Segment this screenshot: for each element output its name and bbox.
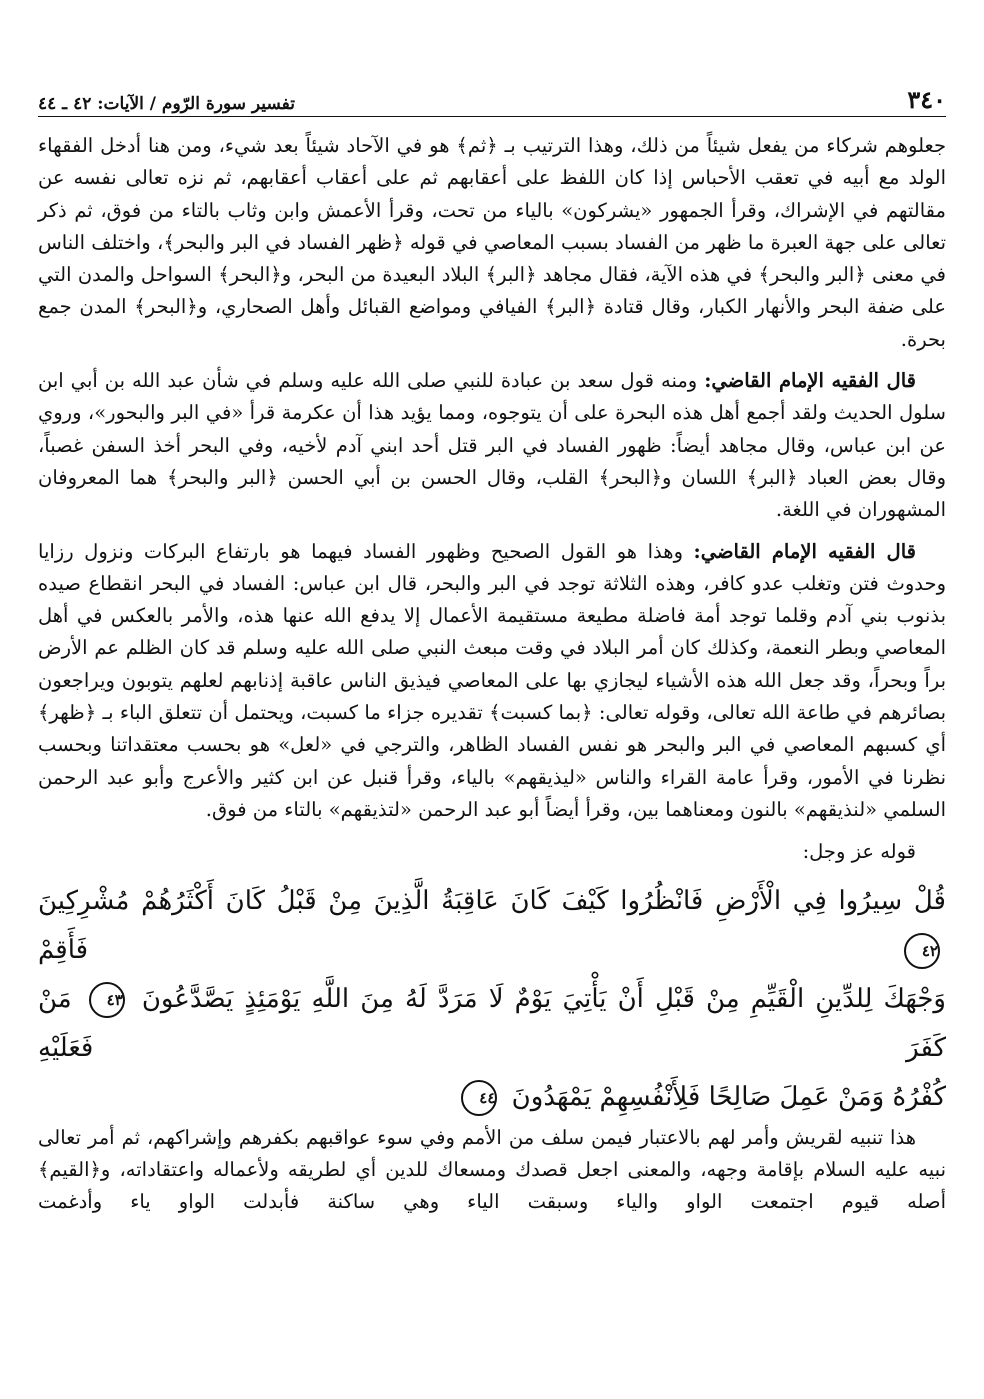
paragraph-1: جعلوهم شركاء من يفعل شيئاً من ذلك، وهذا الترتيب بـ ﴿ثم﴾ هو في الآحاد شيئاً بعد شيء، ومن هنا أدخل الفقهاء الولد مع أبيه في تعقب الأحباس إذا كان اللفظ على أعقابهم ثم على أعقاب أعقابهم، ثم نزه تعالى نفسه عن مقالتهم في الإشراك، وقرأ الجمهور «يشركون» بالياء من تحت، وقرأ الأعمش وابن وثاب بالتاء من فوق، ثم ذكر تعالى على جهة العبرة ما ظهر من الفساد بسبب المعاصي في قوله ﴿ظهر الفساد في البر والبحر﴾، واختلف الناس في معنى ﴿البر والبحر﴾ في هذه الآية، فقال مجاهد ﴿البر﴾ البلاد البعيدة من البحر، و﴿البحر﴾ السواحل والمدن التي على ضفة البحر والأنهار الكبار، وقال قتادة ﴿البر﴾ الفيافي ومواضع القبائل وأهل الصحاري، و﴿البحر﴾ المدن جمع بحرة. (38, 134, 946, 351)
paragraph-3-body: وهذا هو القول الصحيح وظهور الفساد فيهما هو بارتفاع البركات ونزول رزايا وحدوث فتن وتغلب عدو كافر، وهذه الثلاثة توجد في البر والبحر، قال ابن عباس: الفساد في البحر انقطاع صيده بذنوب بني آدم وقلما توجد أمة فاضلة مطيعة مستقيمة الأعمال إلا يدفع الله عنها هذه، والأمر بالعكس في أهل المعاصي وبطر النعمة، وكذلك كان أمر البلاد في وقت مبعث النبي صلى الله عليه وسلم قد كان الظلم عم الأرض براً وبحراً، وقد جعل الله هذه الأشياء ليجازي بها على المعاصي فيذيق الناس عاقبة إذنابهم لعلهم يتوبون ويراجعون بصائرهم في طاعة الله تعالى، وقوله تعالى: ﴿بما كسبت﴾ تقديره جزاء ما كسبت، ويحتمل أن تتعلق الباء بـ ﴿ظهر﴾ أي كسبهم المعاصي في البر والبحر هو نفس الفساد الظاهر، والترجي في «لعل» هو بحسب معتقداتنا وبحسب نظرنا في الأمور، وقرأ عامة القراء والناس «ليذيقهم» بالياء، وقرأ قنبل عن ابن كثير والأعرج وأبو عبد الرحمن السلمي «لنذيقهم» بالنون ومعناهما بين، وقرأ أيضاً أبو عبد الرحمن «لتذيقهم» بالتاء من فوق. (38, 539, 946, 821)
ayah-number-44: ٤٤ (461, 1080, 497, 1116)
paragraph-5: هذا تنبيه لقريش وأمر لهم بالاعتبار فيمن سلف من الأمم وفي سوء عواقبهم بكفرهم وإشراكهم، ثم أمر تعالى نبيه عليه السلام بإقامة وجهه، والمعنى اجعل قصدك ومسعاك للدين أي لطريقه ولأعماله واعتقاداته، و﴿القيم﴾ أصله قيوم اجتمعت الواو والياء وسبقت الياء وهي ساكنة فأبدلت الواو ياء وأدغمت (38, 1125, 946, 1214)
page-number: ٣٤٠ (907, 85, 946, 114)
paragraph-2-body: ومنه قول سعد بن عبادة للنبي صلى الله عليه وسلم في شأن عبد الله بن أبي ابن سلول الحديث ولقد أجمع أهل هذه البحرة على أن يتوجوه، ومما يؤيد هذا أن عكرمة قرأ «في البر والبحور»، وروي عن ابن عباس، وقال مجاهد أيضاً: ظهور الفساد في البر قتل أحد ابني آدم لأخيه، وفي البحر أخذ السفن غصباً، وقال بعض العباد ﴿البر﴾ اللسان و﴿البحر﴾ القلب، وقال الحسن بن أبي الحسن ﴿البر والبحر﴾ هما المعروفان المشهوران في اللغة. (38, 369, 946, 522)
running-head (38, 85, 946, 117)
verse-line-3 (38, 1073, 946, 1122)
verse-line-1 (38, 877, 946, 975)
verse-line-2 (38, 975, 946, 1073)
page (38, 85, 946, 1218)
paragraph-3-lead: قال الفقيه الإمام القاضي: (693, 539, 916, 563)
verse-44-start: مَنْ كَفَرَ فَعَلَيْهِ (38, 983, 946, 1063)
verse-42-text: قُلْ سِيرُوا فِي الْأَرْضِ فَانْظُرُوا كَيْفَ كَانَ عَاقِبَةُ الَّذِينَ مِنْ قَبْلُ كَانَ أَكْثَرُهُمْ مُشْرِكِينَ (38, 885, 946, 916)
ayah-number-43: ٤٣ (89, 982, 125, 1018)
verse-43-text: وَجْهَكَ لِلدِّينِ الْقَيِّمِ مِنْ قَبْلِ أَنْ يَأْتِيَ يَوْمٌ لَا مَرَدَّ لَهُ مِنَ اللَّهِ يَوْمَئِذٍ يَصَّدَّعُونَ (141, 983, 946, 1014)
running-title: تفسير سورة الرّوم / الآيات: ٤٢ ـ ٤٤ (38, 94, 295, 114)
paragraph-2 (38, 365, 946, 526)
paragraph-2-lead: قال الفقيه الإمام القاضي: (704, 369, 916, 393)
verse-44-text: كُفْرُهُ وَمَنْ عَمِلَ صَالِحًا فَلِأَنْفُسِهِمْ يَمْهَدُونَ (511, 1081, 946, 1112)
verse-43-start: فَأَقِمْ (38, 934, 89, 965)
quran-verses (38, 877, 946, 1122)
ayah-number-42: ٤٢ (904, 933, 940, 969)
verse-intro: قوله عز وجل: (802, 840, 916, 864)
paragraph-3 (38, 536, 946, 827)
